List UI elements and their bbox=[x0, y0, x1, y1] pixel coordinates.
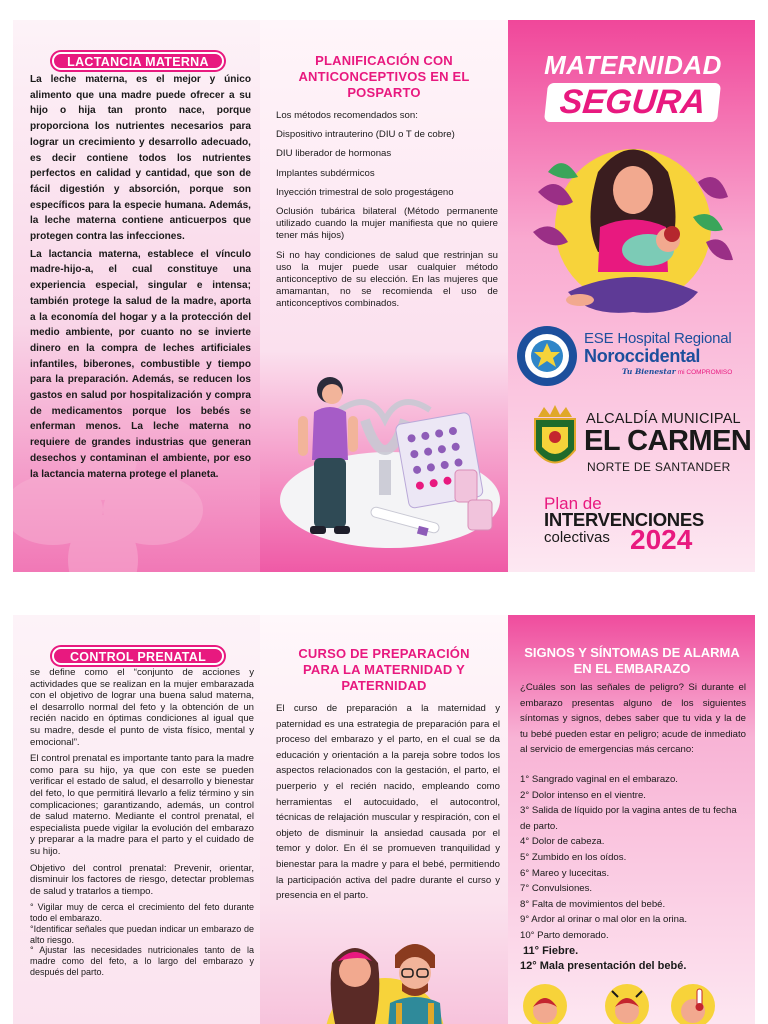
signo-item-11: 11° Fiebre. bbox=[523, 944, 579, 957]
signo-item-4: 4° Dolor de cabeza. bbox=[520, 836, 605, 848]
signo-item-7: 7° Convulsiones. bbox=[520, 883, 593, 895]
panel-cover bbox=[508, 20, 755, 572]
control-bullet-2: °Identificar señales que puedan indicar un embarazo de alto riesgo. bbox=[30, 923, 254, 945]
section-title-planificacion: PLANIFICACIÓN CON ANTICONCEPTIVOS EN EL POSPARTO bbox=[298, 53, 470, 100]
signos-intro: ¿Cuáles son las señales de peligro? Si durante el embarazo presentas alguno de los siguientes síntomas y signos, debes saber que tu vida y la de tu bebé pueden estar en peligro; acude de inmediato al servicio de emergencias más cercano: bbox=[520, 682, 746, 756]
signo-item-1: 1° Sangrado vaginal en el embarazo. bbox=[520, 774, 678, 785]
panel-lactancia-materna bbox=[13, 20, 260, 572]
signo-item-10: 10° Parto demorado. bbox=[520, 929, 609, 941]
signo-item-12: 12° Mala presentación del bebé. bbox=[520, 960, 687, 973]
planificacion-line-4: Implantes subdérmicos bbox=[276, 167, 375, 179]
headache-icon bbox=[522, 983, 568, 1024]
plan-line3: colectivas bbox=[544, 529, 610, 546]
panel-control-prenatal bbox=[13, 615, 260, 1024]
plan-line2: INTERVENCIONES bbox=[544, 509, 704, 530]
planificacion-line-7: Si no hay condiciones de salud que restrinjan su uso la mujer puede usar cualquier método anticonceptivo de su elección. En las mujeres que amamantan, no se recomienda el uso de anticonceptivos combinados. bbox=[276, 249, 498, 310]
signo-item-3: 3° Salida de líquido por la vagina antes de tu fecha de parto. bbox=[520, 805, 737, 832]
signo-item-2: 2° Dolor intenso en el vientre. bbox=[520, 789, 646, 801]
alcaldia-logo bbox=[530, 405, 755, 480]
municipal-coat-of-arms-icon bbox=[530, 405, 580, 477]
hospital-logo bbox=[516, 320, 751, 390]
panel-signos-alarma bbox=[508, 615, 755, 1024]
section-title-lactancia: LACTANCIA MATERNA bbox=[52, 52, 224, 70]
panel-curso-preparacion bbox=[260, 615, 508, 1024]
hospital-slogan-part1: Tu Bienestar bbox=[622, 367, 676, 376]
plan-line1: Plan de bbox=[544, 494, 602, 513]
planificacion-line-6: Oclusión tubárica bilateral (Método permanente utilizado cuando la mujer manifiesta que no quiere tener más hijos) bbox=[276, 206, 498, 242]
section-title-signos: SIGNOS Y SÍNTOMAS DE ALARMA EN EL EMBARAZO bbox=[524, 645, 740, 676]
lactancia-paragraph-2: La lactancia materna, establece el vínculo madre-hijo-a, el cual constituye una experiencia especial, singular e intensa; también protege la salud de la madre, aporta a la economía del hogar y a la protección del medio ambiente, por cuanto no se invierte dinero en la compra de leches artificiales infantiles, biberones, combustible y tiempo para la preparación. Además, se reducen los gastos en salud por hospitalización y compra de medicamentos porque los bebés se enferman menos. La leche materna no requiere de grandes industrias que generan desechos y contaminan el ambiente, por eso la lactancia materna protege el planeta. bbox=[30, 248, 251, 480]
plan-year: 2024 bbox=[630, 524, 693, 555]
section-title-control-prenatal: CONTROL PRENATAL bbox=[52, 647, 224, 665]
alcaldia-line1: ALCALDÍA MUNICIPAL bbox=[586, 411, 741, 427]
planificacion-line-2: Dispositivo intrauterino (DIU o T de cobre) bbox=[276, 129, 455, 141]
planificacion-line-3: DIU liberador de hormonas bbox=[276, 148, 392, 160]
planificacion-line-5: Inyección trimestral de solo progestágeno bbox=[276, 186, 454, 198]
cover-title bbox=[528, 50, 738, 122]
contraception-illustration bbox=[270, 350, 500, 565]
cover-title-line2: SEGURA bbox=[544, 83, 722, 122]
control-paragraph-1: se define como el “conjunto de acciones y actividades que se realizan en la mujer embarazada con el objetivo de lograr una buena salud materna, el desarrollo normal del feto y la obtención de un recién nacido en óptimas condiciones al igual que su madre, desde el punto de vista físico, mental y emocional”. bbox=[30, 667, 254, 748]
planificacion-line-1: Los métodos recomendados son: bbox=[276, 110, 418, 121]
couple-illustration bbox=[310, 933, 460, 1024]
control-prenatal-text bbox=[30, 667, 254, 980]
hospital-name-line1: ESE Hospital Regional bbox=[584, 330, 732, 347]
lactancia-paragraph-1: La leche materna, es el mejor y único alimento que una madre puede ofrecer a su hijo o hija tan pronto nace, porque proporciona los nutrientes necesarios para lograr un crecimiento y desarrollo adecuado, es decir contiene todos los nutrientes perfectos en calidad y cantidad, que son de fácil digestión y absorción, porque son específicos para la especie humana. Además, la leche materna contiene anticuerpos que protegen contra las infecciones. bbox=[30, 74, 251, 243]
lactancia-text bbox=[30, 72, 251, 484]
control-bullet-3: ° Ajustar las necesidades nutricionales tanto de la madre como del feto, a lo largo del embarazo y después del parto. bbox=[30, 945, 254, 978]
signo-item-6: 6° Mareo y lucecitas. bbox=[520, 867, 610, 879]
hospital-slogan bbox=[622, 367, 732, 376]
signo-item-5: 5° Zumbido en los oídos. bbox=[520, 851, 627, 863]
alcaldia-line2: EL CARMEN bbox=[584, 425, 752, 457]
control-bullet-1: ° Vigilar muy de cerca el crecimiento del feto durante todo el embarazo. bbox=[30, 902, 254, 924]
hospital-name-line2: Noroccidental bbox=[584, 346, 701, 366]
control-paragraph-2: El control prenatal es importante tanto para la madre como para su hijo, ya que con este se pueden verificar el estado de salud, el desarrollo y bienestar del feto, lo que permitirá llevarlo a feliz término y sin complicaciones; garantizando, además, un control de salud materno. Mediante el control prenatal, el especialista puede vigilar la evolución del embarazo y preparar a la madre para el parto y el cuidado de su hijo. bbox=[30, 753, 254, 857]
panel-planificacion bbox=[260, 20, 508, 572]
signo-item-9: 9° Ardor al orinar o mal olor en la orina. bbox=[520, 914, 688, 926]
control-paragraph-3: Objetivo del control prenatal: Prevenir, orientar, disminuir los factores de riesgo, detectar problemas de salud y tratarlos a tiempo. bbox=[30, 862, 254, 897]
hospital-slogan-part2: mi COMPROMISO bbox=[677, 369, 733, 376]
signo-item-8: 8° Falta de movimientos del bebé. bbox=[520, 898, 666, 910]
fever-thermometer-icon bbox=[670, 983, 716, 1024]
plan-intervenciones-title bbox=[544, 494, 744, 564]
section-title-curso: CURSO DE PREPARACIÓN PARA LA MATERNIDAD Y PATERNIDAD bbox=[298, 646, 470, 693]
planificacion-text bbox=[276, 110, 498, 311]
dizziness-icon bbox=[604, 983, 650, 1024]
breastfeeding-mother-illustration bbox=[528, 132, 738, 332]
curso-text: El curso de preparación a la maternidad y paternidad es una estrategia de preparación para el proceso del embarazo y el parto, en el cual se da educación y orientación a la pareja sobre todos los aspectos relacionados con la gestación, el parto, el puerperio y el recién nacido, empleando como herramientas el autocuidado, el autocontrol, técnicas de relajación muscular y respiración, con el objeto de disminuir la ansiedad causada por el temor y dolor. En él se promueven tranquilidad y bienestar para la madre y para el bebé, permitiendo la participación activa del padre durante el curso y presencia en el parto. bbox=[276, 703, 500, 902]
cover-title-line1: MATERNIDAD bbox=[544, 50, 722, 80]
alcaldia-line3: NORTE DE SANTANDER bbox=[587, 460, 731, 474]
signos-list bbox=[520, 772, 746, 975]
hospital-seal-icon bbox=[516, 325, 578, 387]
